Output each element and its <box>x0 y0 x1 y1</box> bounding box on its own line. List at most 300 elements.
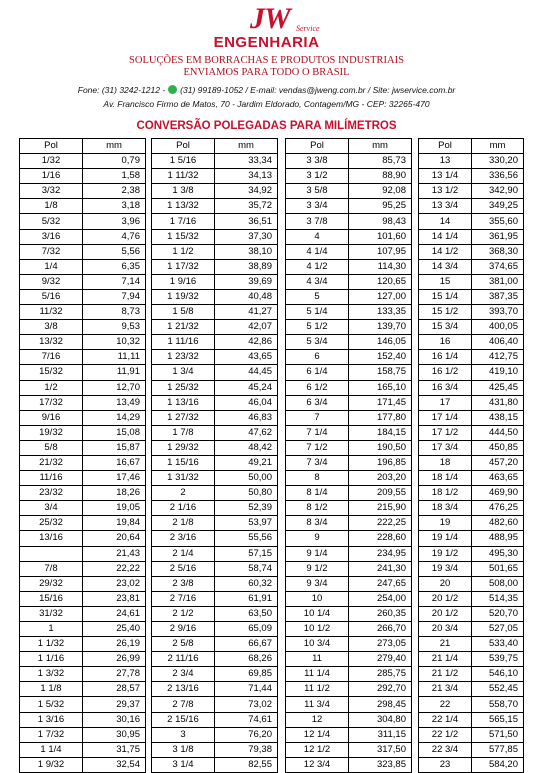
table-row <box>152 516 278 531</box>
table-row <box>286 486 412 501</box>
mm-cell: 273,05 <box>349 637 412 652</box>
table-row <box>419 169 524 184</box>
pol-cell: 9 3/4 <box>286 576 349 591</box>
mm-cell: 24,61 <box>83 606 146 621</box>
pol-cell: 25/32 <box>20 516 83 531</box>
table-row <box>419 410 524 425</box>
table-row <box>286 425 412 440</box>
table-row <box>20 199 146 214</box>
mm-cell: 25,40 <box>83 622 146 637</box>
mm-cell: 412,75 <box>472 350 524 365</box>
mm-cell: 2,38 <box>83 184 146 199</box>
pol-cell: 5 <box>286 289 349 304</box>
pol-cell: 1 1/16 <box>20 652 83 667</box>
mm-cell: 266,70 <box>349 622 412 637</box>
table-row <box>419 531 524 546</box>
mm-cell: 4,76 <box>83 229 146 244</box>
mm-cell: 66,67 <box>215 637 278 652</box>
pol-cell: 1 3/8 <box>152 184 215 199</box>
pol-cell: 2 <box>152 486 215 501</box>
mm-cell: 431,80 <box>472 395 524 410</box>
tagline-solutions: SOLUÇÕES EM BORRACHAS E PRODUTOS INDUSTRIAIS <box>129 55 404 66</box>
pol-cell: 4 1/2 <box>286 259 349 274</box>
mm-cell: 30,95 <box>83 727 146 742</box>
mm-cell: 47,62 <box>215 425 278 440</box>
mm-cell: 552,45 <box>472 682 524 697</box>
table-row <box>419 229 524 244</box>
pol-cell: 2 13/16 <box>152 682 215 697</box>
mm-cell: 177,80 <box>349 410 412 425</box>
table-row <box>419 471 524 486</box>
table-row <box>286 531 412 546</box>
mm-cell: 260,35 <box>349 606 412 621</box>
pol-cell: 20 1/2 <box>419 591 472 606</box>
table-row <box>20 440 146 455</box>
pol-cell: 11 1/4 <box>286 667 349 682</box>
pol-cell: 1/8 <box>20 199 83 214</box>
table-row <box>152 667 278 682</box>
table-header-row <box>20 139 146 154</box>
table-row <box>152 471 278 486</box>
table-row <box>152 561 278 576</box>
mm-cell: 95,25 <box>349 199 412 214</box>
pol-cell: 12 <box>286 712 349 727</box>
table-row <box>419 742 524 757</box>
pol-cell: 15 3/4 <box>419 320 472 335</box>
whatsapp-email-site-text: (31) 99189-1052 / E-mail: vendas@jweng.com.br / Site: jwservice.com.br <box>180 85 456 95</box>
mm-cell: 317,50 <box>349 742 412 757</box>
table-row <box>20 471 146 486</box>
table-row <box>419 546 524 561</box>
mm-cell: 79,38 <box>215 742 278 757</box>
table-row <box>20 486 146 501</box>
table-row <box>286 380 412 395</box>
mm-cell: 82,55 <box>215 757 278 772</box>
table-row <box>20 606 146 621</box>
table-row <box>419 486 524 501</box>
pol-cell: 1 31/32 <box>152 471 215 486</box>
table-row <box>152 244 278 259</box>
mm-cell: 152,40 <box>349 350 412 365</box>
table-row <box>20 335 146 350</box>
mm-cell: 9,53 <box>83 320 146 335</box>
mm-cell: 546,10 <box>472 667 524 682</box>
pol-cell: 17 1/2 <box>419 425 472 440</box>
table-row <box>20 742 146 757</box>
table-row <box>152 742 278 757</box>
mm-cell: 57,15 <box>215 546 278 561</box>
mm-cell: 463,65 <box>472 471 524 486</box>
table-row <box>152 169 278 184</box>
pol-cell: 3 1/2 <box>286 169 349 184</box>
table-row <box>286 289 412 304</box>
table-row <box>20 259 146 274</box>
pol-cell: 17/32 <box>20 395 83 410</box>
table-row <box>419 199 524 214</box>
table-row <box>419 440 524 455</box>
pol-cell: 20 1/2 <box>419 606 472 621</box>
table-row <box>286 682 412 697</box>
pol-cell: 10 1/4 <box>286 606 349 621</box>
mm-cell: 19,05 <box>83 501 146 516</box>
pol-cell: 8 3/4 <box>286 516 349 531</box>
pol-cell: 2 1/2 <box>152 606 215 621</box>
pol-cell: 9 <box>286 531 349 546</box>
pol-cell: 1 3/32 <box>20 667 83 682</box>
mm-cell: 584,20 <box>472 757 524 772</box>
mm-cell: 74,61 <box>215 712 278 727</box>
mm-cell: 565,15 <box>472 712 524 727</box>
mm-cell: 65,09 <box>215 622 278 637</box>
table-row <box>152 380 278 395</box>
pol-cell: 7 3/4 <box>286 455 349 470</box>
mm-cell: 76,20 <box>215 727 278 742</box>
pol-cell: 15 <box>419 274 472 289</box>
pol-cell: 3 3/4 <box>286 199 349 214</box>
mm-cell: 26,19 <box>83 637 146 652</box>
pol-cell: 11 <box>286 652 349 667</box>
table-row <box>152 606 278 621</box>
table-row <box>286 154 412 169</box>
mm-cell: 69,85 <box>215 667 278 682</box>
table-row <box>419 320 524 335</box>
pol-cell: 1 <box>20 622 83 637</box>
mm-cell: 139,70 <box>349 320 412 335</box>
table-row <box>286 591 412 606</box>
pol-cell: 19 3/4 <box>419 561 472 576</box>
pol-header: Pol <box>20 139 83 154</box>
table-row <box>20 516 146 531</box>
table-row <box>152 154 278 169</box>
pol-cell: 10 <box>286 591 349 606</box>
pol-cell: 11 1/2 <box>286 682 349 697</box>
pol-cell: 4 <box>286 229 349 244</box>
pol-cell: 7 1/2 <box>286 440 349 455</box>
table-row <box>152 576 278 591</box>
table-row <box>152 410 278 425</box>
table-row <box>286 667 412 682</box>
mm-cell: 16,67 <box>83 455 146 470</box>
pol-header: Pol <box>286 139 349 154</box>
pol-cell: 5 1/2 <box>286 320 349 335</box>
mm-cell: 425,45 <box>472 380 524 395</box>
mm-cell: 127,00 <box>349 289 412 304</box>
pol-cell: 20 <box>419 576 472 591</box>
logo-engenharia: ENGENHARIA <box>213 34 320 51</box>
pol-cell: 31/32 <box>20 606 83 621</box>
conversion-table-4 <box>418 138 524 773</box>
table-row <box>286 742 412 757</box>
table-row <box>419 727 524 742</box>
mm-cell: 40,48 <box>215 289 278 304</box>
mm-cell: 7,14 <box>83 274 146 289</box>
pol-cell: 18 1/2 <box>419 486 472 501</box>
pol-cell: 1/4 <box>20 259 83 274</box>
mm-cell: 311,15 <box>349 727 412 742</box>
table-row <box>20 395 146 410</box>
table-row <box>20 289 146 304</box>
pol-cell: 11/32 <box>20 305 83 320</box>
table-row <box>152 305 278 320</box>
pol-cell: 21 3/4 <box>419 682 472 697</box>
pol-cell: 12 3/4 <box>286 757 349 772</box>
mm-cell: 527,05 <box>472 622 524 637</box>
conversion-table-3 <box>285 138 412 773</box>
pol-cell: 3/32 <box>20 184 83 199</box>
mm-cell: 45,24 <box>215 380 278 395</box>
mm-header: mm <box>349 139 412 154</box>
pol-cell: 7 1/4 <box>286 425 349 440</box>
mm-cell: 35,72 <box>215 199 278 214</box>
table-row <box>419 606 524 621</box>
mm-header: mm <box>215 139 278 154</box>
mm-cell: 98,43 <box>349 214 412 229</box>
table-row <box>20 350 146 365</box>
pol-cell: 20 3/4 <box>419 622 472 637</box>
table-row <box>152 199 278 214</box>
pol-cell: 8 1/4 <box>286 486 349 501</box>
pol-cell: 4 3/4 <box>286 274 349 289</box>
pol-cell: 11/16 <box>20 471 83 486</box>
pol-cell: 2 1/16 <box>152 501 215 516</box>
table-row <box>20 667 146 682</box>
pol-cell: 8 1/2 <box>286 501 349 516</box>
pol-cell: 7/8 <box>20 561 83 576</box>
mm-cell: 228,60 <box>349 531 412 546</box>
table-row <box>419 637 524 652</box>
table-row <box>152 757 278 772</box>
mm-cell: 450,85 <box>472 440 524 455</box>
phone-text: Fone: (31) 3242-1212 - <box>77 85 166 95</box>
table-row <box>152 365 278 380</box>
pol-cell: 1 27/32 <box>152 410 215 425</box>
mm-cell: 38,10 <box>215 244 278 259</box>
table-row <box>152 259 278 274</box>
mm-cell: 31,75 <box>83 742 146 757</box>
pol-cell: 1/2 <box>20 380 83 395</box>
page-title: CONVERSÃO POLEGADAS PARA MILÍMETROS <box>136 120 397 132</box>
mm-cell: 41,27 <box>215 305 278 320</box>
mm-cell: 19,84 <box>83 516 146 531</box>
mm-cell: 520,70 <box>472 606 524 621</box>
table-row <box>286 440 412 455</box>
table-row <box>286 395 412 410</box>
whatsapp-icon <box>168 85 177 94</box>
table-row <box>286 471 412 486</box>
pol-cell: 22 <box>419 697 472 712</box>
pol-cell: 3/16 <box>20 229 83 244</box>
table-row <box>419 244 524 259</box>
pol-cell: 1 13/16 <box>152 395 215 410</box>
table-row <box>152 395 278 410</box>
pol-cell: 1/16 <box>20 169 83 184</box>
header <box>0 0 533 115</box>
table-row <box>286 606 412 621</box>
table-row <box>152 455 278 470</box>
mm-cell: 406,40 <box>472 335 524 350</box>
conversion-table-1 <box>19 138 146 773</box>
pol-cell: 3/8 <box>20 320 83 335</box>
mm-cell: 46,04 <box>215 395 278 410</box>
pol-cell: 2 3/8 <box>152 576 215 591</box>
pol-cell: 9/16 <box>20 410 83 425</box>
pol-cell: 1 9/16 <box>152 274 215 289</box>
contact-line <box>0 85 533 95</box>
pol-cell: 23/32 <box>20 486 83 501</box>
table-row <box>419 667 524 682</box>
pol-cell: 2 7/8 <box>152 697 215 712</box>
mm-cell: 330,20 <box>472 154 524 169</box>
pol-cell: 1 3/16 <box>20 712 83 727</box>
mm-cell: 120,65 <box>349 274 412 289</box>
table-row <box>20 455 146 470</box>
table-row <box>20 652 146 667</box>
mm-cell: 92,08 <box>349 184 412 199</box>
table-row <box>419 561 524 576</box>
pol-cell: 1 1/32 <box>20 637 83 652</box>
table-row <box>419 652 524 667</box>
table-row <box>286 350 412 365</box>
mm-cell: 15,87 <box>83 440 146 455</box>
mm-cell: 63,50 <box>215 606 278 621</box>
pol-cell <box>20 546 83 561</box>
pol-cell: 21 <box>419 637 472 652</box>
mm-cell: 114,30 <box>349 259 412 274</box>
table-row <box>20 184 146 199</box>
table-row <box>152 214 278 229</box>
pol-cell: 15/16 <box>20 591 83 606</box>
table-row <box>152 531 278 546</box>
pol-cell: 14 <box>419 214 472 229</box>
mm-cell: 3,18 <box>83 199 146 214</box>
pol-cell: 6 1/2 <box>286 380 349 395</box>
mm-cell: 60,32 <box>215 576 278 591</box>
mm-cell: 17,46 <box>83 471 146 486</box>
mm-cell: 501,65 <box>472 561 524 576</box>
mm-cell: 355,60 <box>472 214 524 229</box>
table-row <box>152 501 278 516</box>
mm-cell: 254,00 <box>349 591 412 606</box>
pol-cell: 1 5/32 <box>20 697 83 712</box>
mm-cell: 336,56 <box>472 169 524 184</box>
mm-cell: 215,90 <box>349 501 412 516</box>
mm-cell: 146,05 <box>349 335 412 350</box>
table-row <box>419 154 524 169</box>
mm-cell: 5,56 <box>83 244 146 259</box>
mm-cell: 26,99 <box>83 652 146 667</box>
pol-cell: 9/32 <box>20 274 83 289</box>
tagline-shipping: ENVIAMOS PARA TODO O BRASIL <box>183 67 350 78</box>
logo-service: Service <box>296 24 320 33</box>
mm-cell: 222,25 <box>349 516 412 531</box>
mm-cell: 571,50 <box>472 727 524 742</box>
pol-cell: 1 7/32 <box>20 727 83 742</box>
mm-cell: 21,43 <box>83 546 146 561</box>
table-row <box>419 305 524 320</box>
table-row <box>152 229 278 244</box>
mm-cell: 342,90 <box>472 184 524 199</box>
mm-cell: 247,65 <box>349 576 412 591</box>
pol-cell: 13/16 <box>20 531 83 546</box>
pol-cell: 8 <box>286 471 349 486</box>
mm-cell: 42,07 <box>215 320 278 335</box>
pol-cell: 16 3/4 <box>419 380 472 395</box>
pol-cell: 23 <box>419 757 472 772</box>
mm-cell: 469,90 <box>472 486 524 501</box>
table-row <box>20 410 146 425</box>
table-row <box>419 395 524 410</box>
pol-cell: 1 23/32 <box>152 350 215 365</box>
mm-cell: 8,73 <box>83 305 146 320</box>
mm-cell: 50,00 <box>215 471 278 486</box>
pol-cell: 17 1/4 <box>419 410 472 425</box>
mm-cell: 196,85 <box>349 455 412 470</box>
pol-cell: 14 1/2 <box>419 244 472 259</box>
mm-cell: 53,97 <box>215 516 278 531</box>
table-row <box>286 305 412 320</box>
table-row <box>286 622 412 637</box>
table-row <box>286 335 412 350</box>
pol-cell: 1 11/16 <box>152 335 215 350</box>
table-row <box>20 501 146 516</box>
mm-cell: 438,15 <box>472 410 524 425</box>
mm-cell: 361,95 <box>472 229 524 244</box>
table-row <box>152 622 278 637</box>
pol-cell: 1 15/32 <box>152 229 215 244</box>
table-row <box>286 546 412 561</box>
table-row <box>419 365 524 380</box>
mm-cell: 184,15 <box>349 425 412 440</box>
pol-cell: 3 1/8 <box>152 742 215 757</box>
pol-cell: 15/32 <box>20 365 83 380</box>
mm-cell: 22,22 <box>83 561 146 576</box>
mm-cell: 514,35 <box>472 591 524 606</box>
pol-cell: 10 3/4 <box>286 637 349 652</box>
mm-cell: 11,11 <box>83 350 146 365</box>
mm-cell: 374,65 <box>472 259 524 274</box>
mm-cell: 68,26 <box>215 652 278 667</box>
table-row <box>419 289 524 304</box>
mm-cell: 37,30 <box>215 229 278 244</box>
mm-cell: 7,94 <box>83 289 146 304</box>
mm-cell: 85,73 <box>349 154 412 169</box>
table-row <box>20 531 146 546</box>
table-row <box>20 169 146 184</box>
mm-cell: 20,64 <box>83 531 146 546</box>
mm-cell: 495,30 <box>472 546 524 561</box>
mm-cell: 393,70 <box>472 305 524 320</box>
table-row <box>152 289 278 304</box>
table-row <box>20 712 146 727</box>
mm-header: mm <box>83 139 146 154</box>
table-row <box>20 214 146 229</box>
pol-cell: 1 9/32 <box>20 757 83 772</box>
pol-cell: 2 5/8 <box>152 637 215 652</box>
mm-cell: 23,81 <box>83 591 146 606</box>
table-row <box>152 486 278 501</box>
pol-cell: 1 13/32 <box>152 199 215 214</box>
mm-cell: 34,13 <box>215 169 278 184</box>
table-row <box>286 214 412 229</box>
logo-jw: JW <box>250 2 290 35</box>
mm-cell: 44,45 <box>215 365 278 380</box>
mm-cell: 133,35 <box>349 305 412 320</box>
mm-cell: 42,86 <box>215 335 278 350</box>
mm-cell: 33,34 <box>215 154 278 169</box>
table-row <box>20 244 146 259</box>
table-row <box>419 380 524 395</box>
table-row <box>286 169 412 184</box>
